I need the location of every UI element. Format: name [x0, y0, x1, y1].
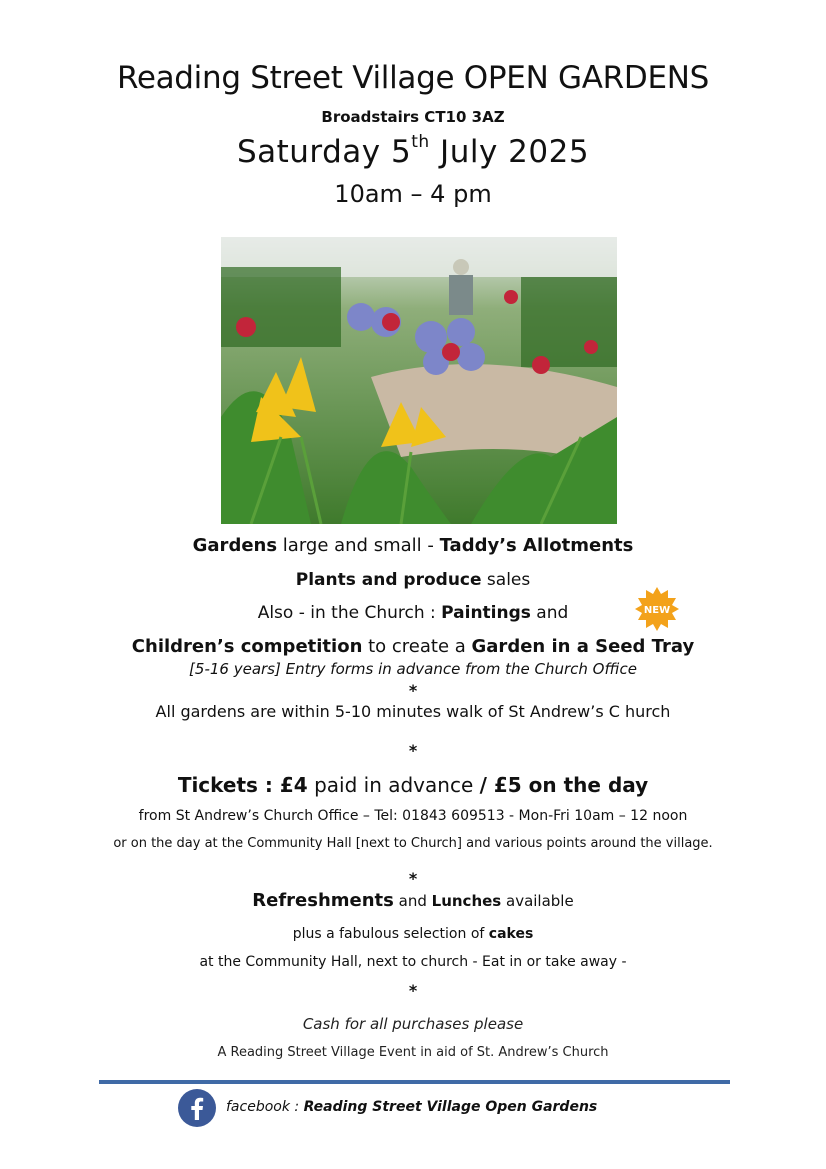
seed-tray-bold: Garden in a Seed Tray	[471, 636, 695, 657]
cakes-text: plus a fabulous selection of	[292, 926, 489, 942]
tickets-line	[0, 773, 826, 797]
date-suffix: th	[411, 131, 430, 152]
church-line	[0, 603, 826, 623]
page-title: Reading Street Village OPEN GARDENS	[116, 60, 710, 96]
tickets-text: paid in advance	[307, 773, 480, 797]
on-the-day-line: or on the day at the Community Hall [next to Church] and various points around the village.	[113, 836, 713, 851]
event-time: 10am – 4 pm	[334, 180, 492, 208]
date-day: Saturday 5	[236, 134, 412, 170]
garden-photo	[221, 237, 617, 524]
lunches-bold: Lunches	[431, 892, 502, 910]
competition-text: to create a	[362, 636, 472, 657]
separator-star: *	[408, 981, 418, 1000]
refreshments-line	[0, 890, 826, 911]
refreshments-and: and	[393, 892, 432, 910]
address: Broadstairs CT10 3AZ	[321, 108, 505, 126]
plants-bold: Plants and produce	[295, 570, 482, 590]
event-note: A Reading Street Village Event in aid of St. Andrew’s Church	[217, 1045, 609, 1060]
gardens-line	[0, 535, 826, 556]
date-rest: July 2025	[440, 134, 590, 170]
badge-label: NEW	[643, 605, 671, 616]
facebook-link[interactable]	[226, 1099, 597, 1115]
refreshments-bold: Refreshments	[252, 890, 394, 911]
church-office-line: from St Andrew’s Church Office – Tel: 01843 609513 - Mon-Fri 10am – 12 noon	[138, 808, 688, 824]
community-hall-line: at the Community Hall, next to church - Eat in or take away -	[199, 954, 627, 970]
competition-bold: Children’s competition	[131, 636, 363, 657]
separator-star: *	[408, 741, 418, 760]
competition-line	[0, 636, 826, 657]
tickets-price: Tickets : £4	[177, 773, 308, 797]
footer-divider	[99, 1080, 730, 1084]
entry-forms-note: [5-16 years] Entry forms in advance from the Church Office	[189, 660, 637, 678]
facebook-page-name[interactable]: Reading Street Village Open Gardens	[303, 1099, 598, 1115]
walk-distance-note: All gardens are within 5-10 minutes walk of St Andrew’s C hurch	[155, 702, 671, 721]
event-date	[0, 131, 826, 170]
tickets-on-day: / £5 on the day	[479, 773, 649, 797]
plants-line	[0, 570, 826, 590]
cakes-bold: cakes	[488, 926, 534, 942]
paintings-bold: Paintings	[441, 603, 531, 623]
refreshments-available: available	[501, 892, 574, 910]
facebook-prefix: facebook :	[226, 1099, 304, 1115]
plants-text: sales	[481, 570, 531, 590]
church-and: and	[530, 603, 569, 623]
separator-star: *	[408, 869, 418, 888]
cakes-line	[0, 926, 826, 942]
new-badge	[634, 586, 680, 632]
church-text: Also - in the Church :	[257, 603, 442, 623]
facebook-icon[interactable]	[178, 1089, 216, 1127]
gardens-bold: Gardens	[192, 535, 278, 556]
cash-note: Cash for all purchases please	[302, 1015, 524, 1033]
allotments-bold: Taddy’s Allotments	[439, 535, 634, 556]
gardens-text: large and small -	[277, 535, 440, 556]
separator-star: *	[408, 681, 418, 700]
